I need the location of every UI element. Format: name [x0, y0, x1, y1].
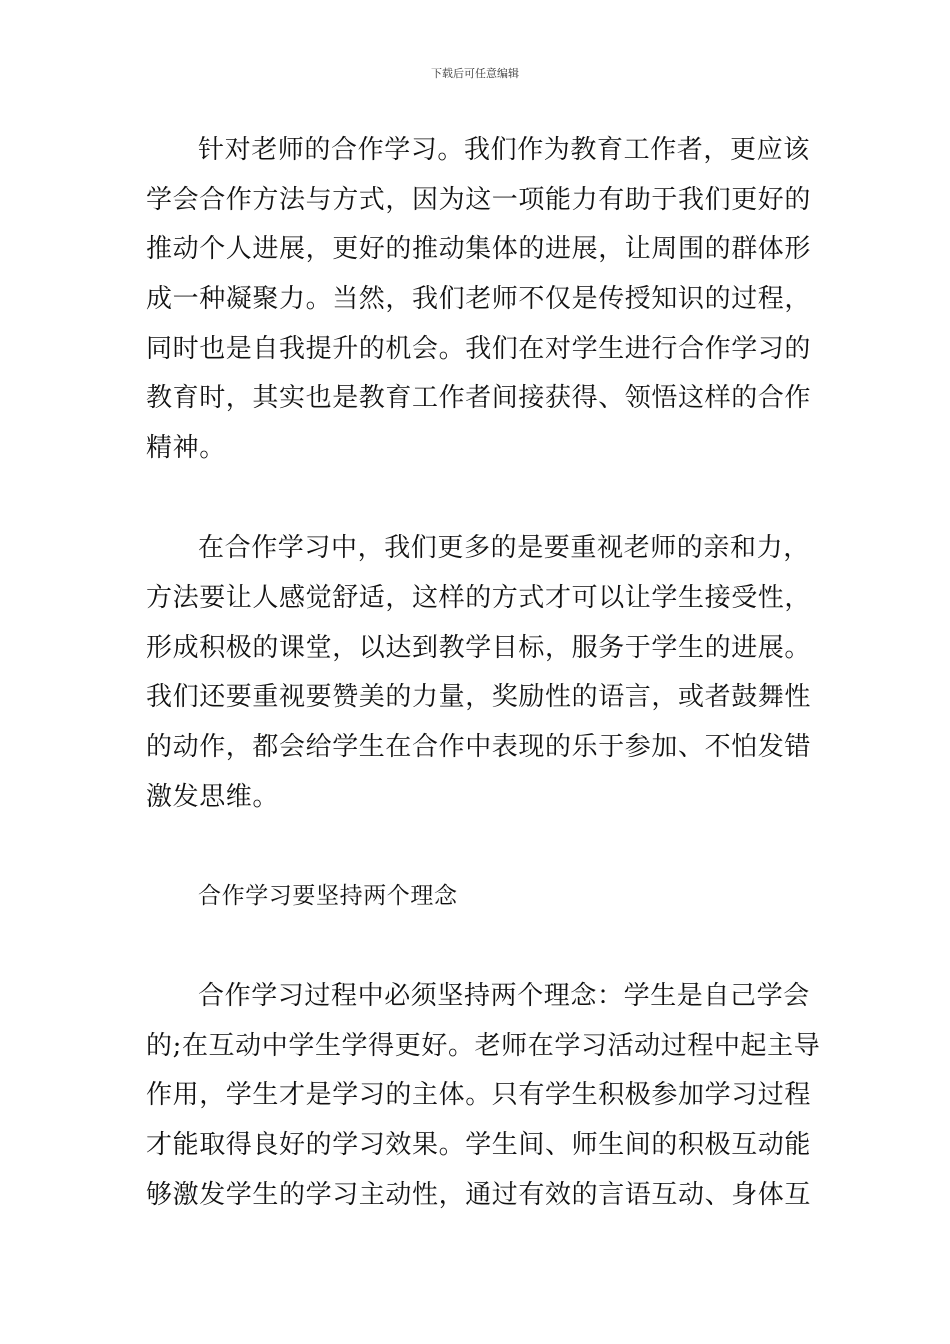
paragraph-2-line-2: 方法要让人感觉舒适，这样的方式才可以让学生接受性， [146, 583, 812, 613]
section-heading: 合作学习要坚持两个理念 [198, 883, 458, 909]
paragraph-1-line-2: 学会合作方法与方式，因为这一项能力有助于我们更好的 [146, 185, 812, 215]
paragraph-1-line-6: 教育时，其实也是教育工作者间接获得、领悟这样的合作 [146, 383, 812, 413]
paragraph-1-line-7: 精神。 [146, 433, 226, 463]
paragraph-2-line-1: 在合作学习中，我们更多的是要重视老师的亲和力， [198, 533, 810, 563]
paragraph-1-line-4: 成一种凝聚力。当然，我们老师不仅是传授知识的过程， [146, 284, 812, 314]
paragraph-2-line-3: 形成积极的课堂，以达到教学目标，服务于学生的进展。 [146, 633, 812, 663]
paragraph-3-line-3: 作用，学生才是学习的主体。只有学生积极参加学习过程 [146, 1080, 812, 1110]
paragraph-3-line-5: 够激发学生的学习主动性，通过有效的言语互动、身体互 [146, 1180, 812, 1210]
paragraph-1-line-3: 推动个人进展，更好的推动集体的进展，让周围的群体形 [146, 234, 812, 264]
paragraph-2-line-6: 激发思维。 [146, 782, 280, 812]
paragraph-1-line-5: 同时也是自我提升的机会。我们在对学生进行合作学习的 [146, 334, 812, 364]
paragraph-3-line-1: 合作学习过程中必须坚持两个理念：学生是自己学会 [198, 981, 810, 1011]
paragraph-3-line-4: 才能取得良好的学习效果。学生间、师生间的积极互动能 [146, 1130, 812, 1160]
paragraph-2-line-5: 的动作，都会给学生在合作中表现的乐于参加、不怕发错 [146, 732, 812, 762]
header-note: 下载后可任意编辑 [431, 67, 519, 80]
paragraph-3-line-2: 的;在互动中学生学得更好。老师在学习活动过程中起主导 [146, 1031, 821, 1061]
paragraph-1-line-1: 针对老师的合作学习。我们作为教育工作者，更应该 [198, 135, 810, 165]
paragraph-2-line-4: 我们还要重视要赞美的力量，奖励性的语言，或者鼓舞性 [146, 682, 812, 712]
